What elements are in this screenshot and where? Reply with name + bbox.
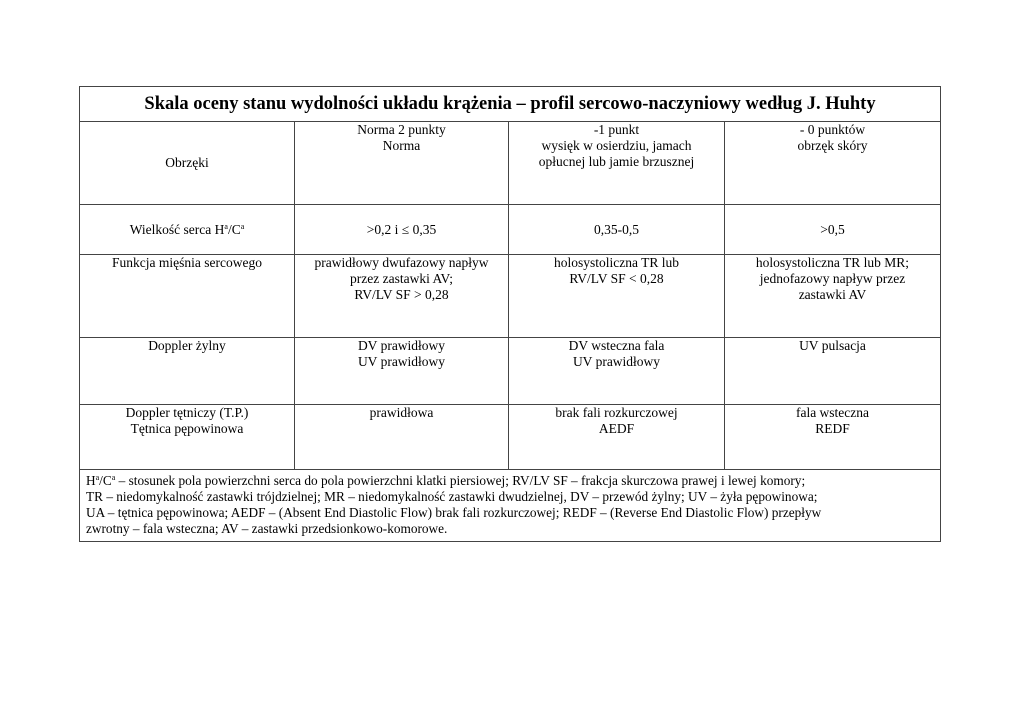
table-title: Skala oceny stanu wydolności układu krążenia – profil sercowo-naczyniowy według J. Huhty — [80, 87, 941, 122]
cell-line: fala wsteczna — [795, 405, 870, 420]
superscript: a — [240, 221, 245, 231]
footnote-line-4: zwrotny – fala wsteczna; AV – zastawki przedsionkowo-komorowe. — [86, 521, 448, 536]
cell-line: jednofazowy napływ przez — [759, 271, 906, 286]
cell-line: DV wsteczna fala — [568, 338, 665, 353]
row-label-doppler-tetniczy — [80, 405, 295, 470]
row-label-doppler-zylny: Doppler żylny — [80, 338, 295, 405]
row-label-funkcja-miesnia: Funkcja mięśnia sercowego — [80, 255, 295, 338]
cell-line: przez zastawki AV; — [350, 271, 453, 286]
cell-funkcja-0-points — [725, 255, 941, 338]
table-row-footnote — [80, 470, 941, 542]
cell-line: UV prawidłowy — [357, 354, 446, 369]
cell-doppler-zylny-2-points — [295, 338, 509, 405]
cell-line: UV prawidłowy — [572, 354, 661, 369]
cell-line: wysięk w osierdziu, jamach — [541, 138, 692, 153]
cell-line: RV/LV SF > 0,28 — [354, 287, 449, 302]
cell-obrzeki-minus1-point — [509, 122, 725, 205]
cell-line: holosystoliczna TR lub MR; — [755, 255, 910, 270]
cell-line: Tętnica pępowinowa — [130, 421, 244, 436]
table-row-obrzeki — [80, 122, 941, 205]
cell-doppler-tetniczy-0-points — [725, 405, 941, 470]
row-label-obrzeki: Obrzęki — [80, 122, 295, 205]
cell-line: obrzęk skóry — [797, 138, 868, 153]
cell-line: - 0 punktów — [799, 122, 866, 137]
footnote-line-1 — [86, 473, 934, 489]
row-label-wielkosc-serca — [80, 205, 295, 255]
footnote-line-3: UA – tętnica pępowinowa; AEDF – (Absent End Diastolic Flow) brak fali rozkurczowej; REDF – (Reverse End Diastolic Flow) przepływ — [86, 505, 822, 520]
cell-wielkosc-2-points: >0,2 i ≤ 0,35 — [295, 205, 509, 255]
cell-line: UV pulsacja — [799, 338, 866, 353]
footnote-line-2: TR – niedomykalność zastawki trójdzielnej; MR – niedomykalność zastawki dwudzielnej, DV – przewód żylny; UV – żyła pępowinowa; — [86, 489, 818, 504]
footnote-text: /C — [99, 473, 112, 488]
table-row-wielkosc-serca — [80, 205, 941, 255]
cell-wielkosc-minus1-point: 0,35-0,5 — [509, 205, 725, 255]
cell-line: -1 punkt — [593, 122, 640, 137]
cell-doppler-tetniczy-minus1-point — [509, 405, 725, 470]
footnote-text: – stosunek pola powierzchni serca do pola powierzchni klatki piersiowej; RV/LV SF – frakcja skurczowa prawej i lewej komory; — [115, 473, 806, 488]
superscript: a — [224, 221, 228, 231]
cell-line: opłucnej lub jamie brzusznej — [538, 154, 695, 169]
cell-obrzeki-0-points — [725, 122, 941, 205]
table-row-doppler-tetniczy — [80, 405, 941, 470]
table-row-doppler-zylny — [80, 338, 941, 405]
cell-doppler-zylny-minus1-point — [509, 338, 725, 405]
footnote-text: H — [86, 473, 96, 488]
cell-line: DV prawidłowy — [357, 338, 446, 353]
cell-line: RV/LV SF < 0,28 — [569, 271, 664, 286]
cell-doppler-tetniczy-2-points — [295, 405, 509, 470]
huhta-scale-table — [79, 86, 941, 542]
cell-line: REDF — [815, 421, 850, 436]
cell-line: Norma — [382, 138, 421, 153]
cell-line: brak fali rozkurczowej — [555, 405, 678, 420]
cell-line: Doppler tętniczy (T.P.) — [125, 405, 249, 420]
cell-obrzeki-2-points — [295, 122, 509, 205]
cell-line: prawidłowy dwufazowy napływ — [314, 255, 489, 270]
table-row-funkcja-miesnia — [80, 255, 941, 338]
cell-funkcja-minus1-point — [509, 255, 725, 338]
footnote-cell — [80, 470, 941, 542]
label-text: Wielkość serca H — [129, 221, 225, 237]
cell-funkcja-2-points — [295, 255, 509, 338]
cell-line: zastawki AV — [798, 287, 867, 302]
cell-line: prawidłowa — [369, 405, 434, 420]
cell-line: Norma 2 punkty — [357, 122, 446, 137]
cell-line: AEDF — [598, 421, 635, 436]
superscript: a — [111, 473, 116, 482]
label-text: /C — [227, 221, 241, 237]
cell-wielkosc-0-points: >0,5 — [725, 205, 941, 255]
cell-doppler-zylny-0-points — [725, 338, 941, 405]
cell-line: holosystoliczna TR lub — [554, 255, 679, 270]
superscript: a — [95, 473, 100, 482]
